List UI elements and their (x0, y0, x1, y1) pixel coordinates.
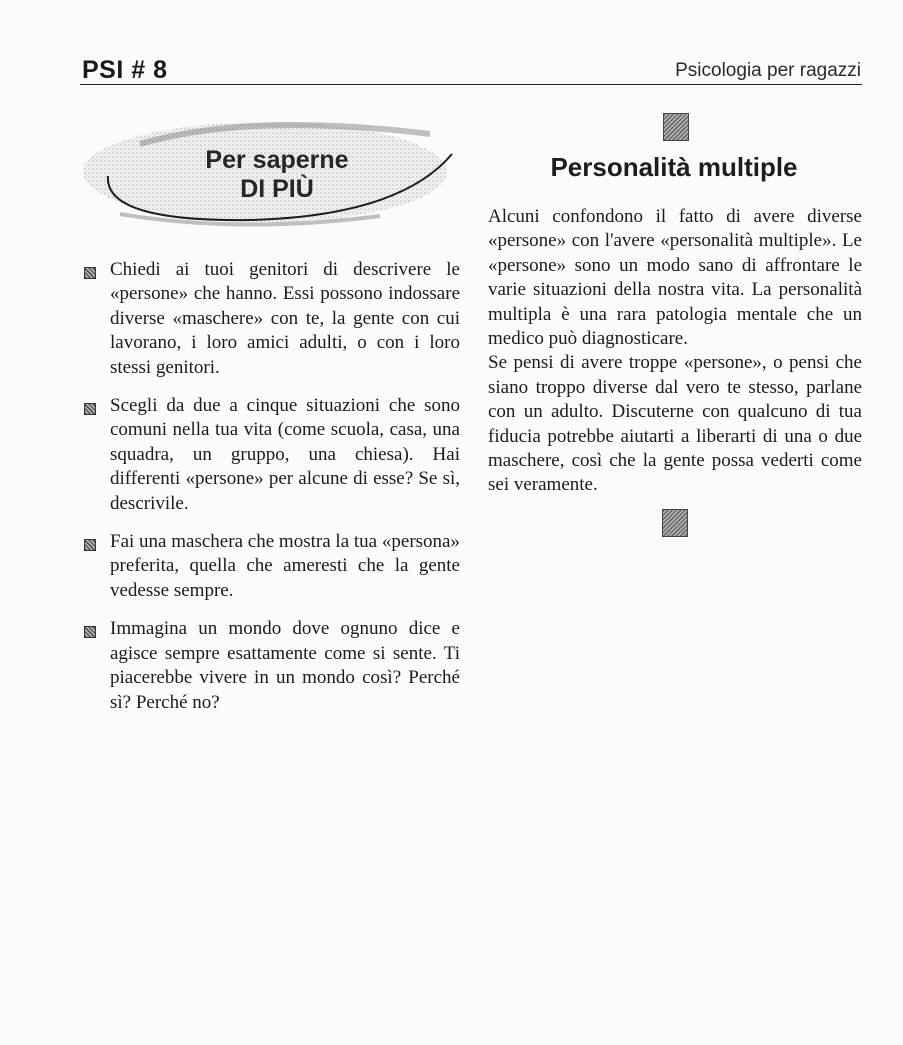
list-item (82, 530, 460, 603)
list-item-text: Chiedi ai tuoi genitori di descrivere le «persone» che hanno. Essi possono indossare diverse «maschere» con te, la gente con cui lavorano, i loro amici adulti, o con i loro stessi genitori. (110, 259, 460, 378)
square-ornament-icon (663, 113, 689, 141)
square-bullet-icon (84, 539, 96, 551)
list-item-text: Immagina un mondo dove ognuno dice e agisce sempre esattamente come si sente. Ti piacerebbe vivere in un mondo così? Perché sì? Perché no? (110, 618, 460, 713)
section-title: Personalità multiple (550, 152, 798, 182)
list-item (82, 617, 460, 715)
banner-line-2: DI PIÙ (240, 175, 314, 203)
list-item (82, 394, 460, 516)
body-paragraph: Se pensi di avere troppe «persone», o pensi che siano troppo diverse dal vero te stesso, parlane con un adulto. Discuterne con qualcuno di tua fiducia potrebbe aiutarti a liberarti di una o due maschere, così che la gente possa vederti come sei veramente. (488, 352, 862, 496)
square-bullet-icon (84, 267, 96, 279)
square-ornament-icon (662, 509, 688, 537)
square-bullet-icon (84, 403, 96, 415)
info-banner (80, 112, 458, 230)
square-bullet-icon (84, 626, 96, 638)
section-body (488, 205, 862, 498)
book-title: Psicologia per ragazzi (675, 60, 861, 81)
body-paragraph: Alcuni confondono il fatto di avere diverse «persone» con l'avere «personalità multiple». Le «persone» sono un modo sano di affrontare le varie situazioni della nostra vita. La personalità multipla è una rara patologia mentale che un medico può diagnosticare. (488, 206, 862, 350)
list-item-text: Scegli da due a cinque situazioni che sono comuni nella tua vita (come scuola, casa, una squadra, un gruppo, una chiesa). Hai differenti «persone» per alcune di esse? Se sì, descrivile. (110, 395, 460, 514)
activity-list (82, 258, 460, 729)
series-label: PSI # 8 (82, 56, 168, 84)
banner-line-1: Per saperne (205, 146, 349, 174)
list-item (82, 258, 460, 380)
list-item-text: Fai una maschera che mostra la tua «persona» preferita, quella che ameresti che la gente vedesse sempre. (110, 531, 460, 601)
header-rule (80, 84, 862, 85)
